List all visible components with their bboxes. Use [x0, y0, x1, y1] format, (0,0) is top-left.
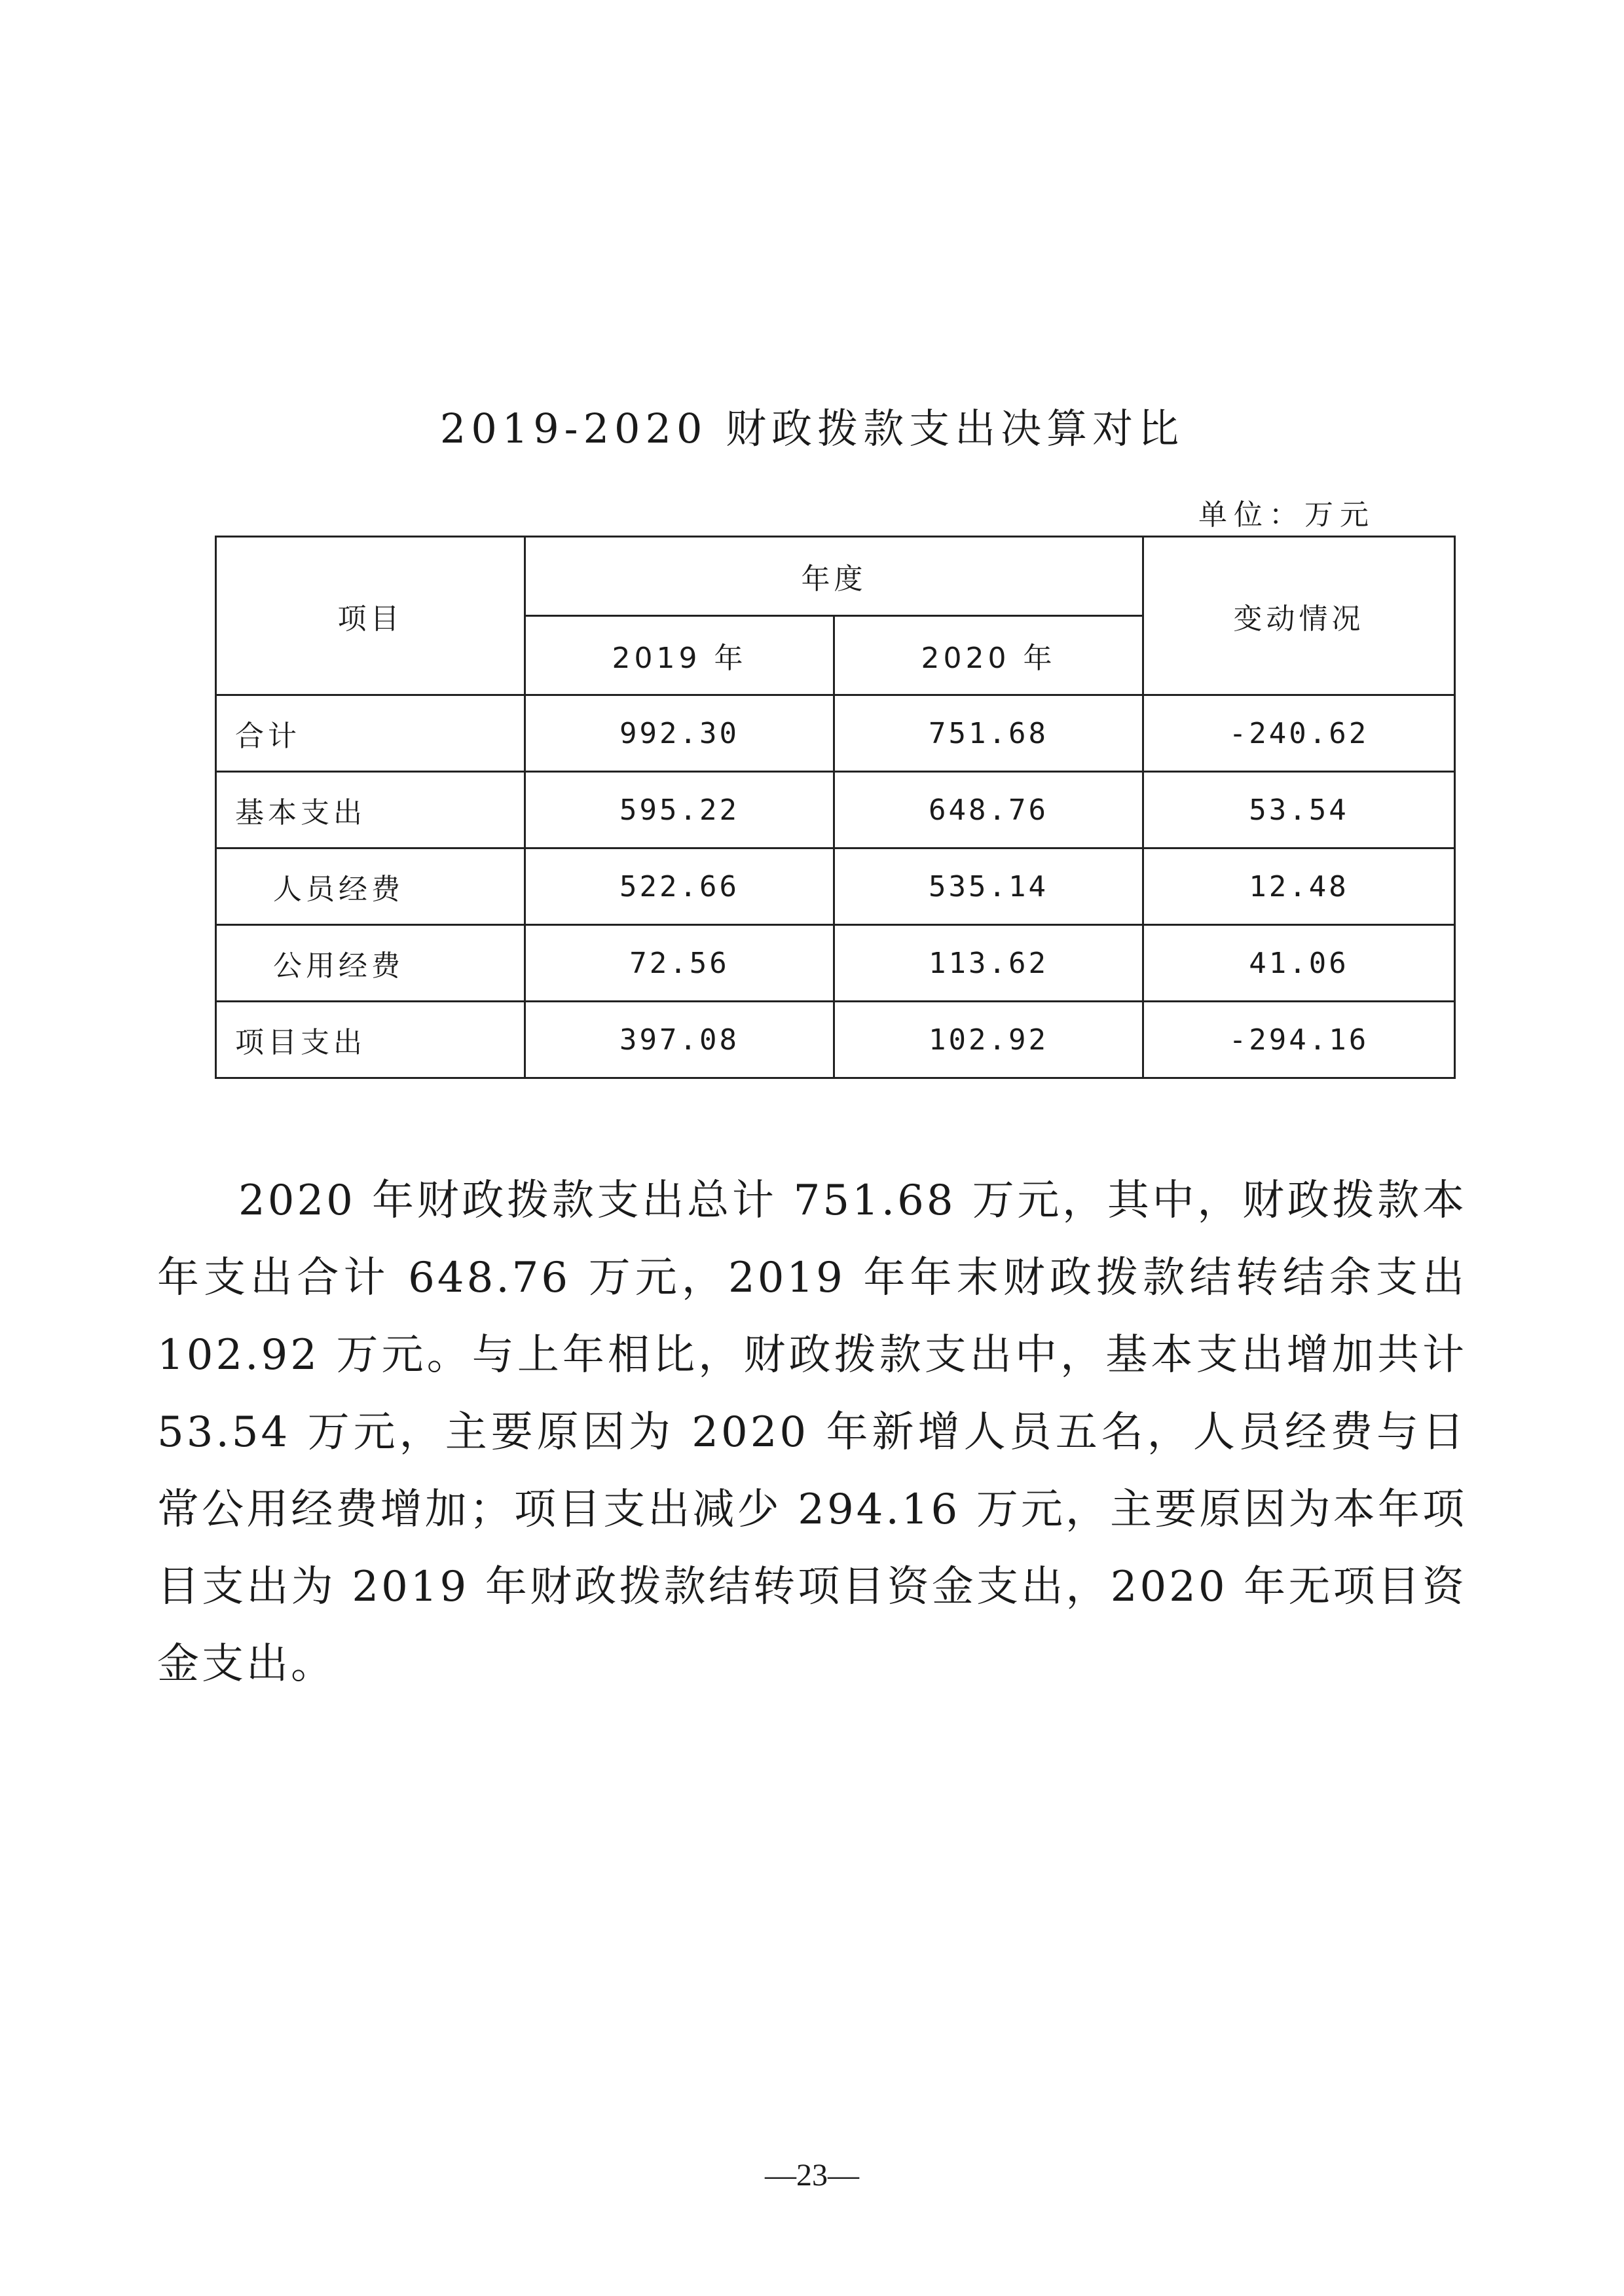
- header-change: 变动情况: [1143, 537, 1455, 695]
- table-row: [216, 695, 1455, 772]
- row-label-basic: 基本支出: [216, 772, 525, 848]
- cell-2019: 595.22: [525, 772, 834, 848]
- table-row: [216, 1002, 1455, 1078]
- cell-change: -240.62: [1143, 695, 1455, 772]
- row-label-project: 项目支出: [216, 1002, 525, 1078]
- cell-change: 53.54: [1143, 772, 1455, 848]
- row-label-total: 合计: [216, 695, 525, 772]
- table-row: [216, 925, 1455, 1002]
- cell-2020: 751.68: [834, 695, 1143, 772]
- header-2019: 2019 年: [525, 616, 834, 695]
- cell-change: 41.06: [1143, 925, 1455, 1002]
- cell-2019: 72.56: [525, 925, 834, 1002]
- cell-2019: 992.30: [525, 695, 834, 772]
- body-paragraph: 2020 年财政拨款支出总计 751.68 万元，其中，财政拨款本年支出合计 648.76 万元，2019 年年末财政拨款结转结余支出 102.92 万元。与上年相比，财政拨款支出中，基本支出增加共计 53.54 万元，主要原因为 2020 年新增人员五名，人员经费与日常公用经费增加；项目支出减少 294.16 万元，主要原因为本年项目支出为 2019 年财政拨款结转项目资金支出，2020 年无项目资金支出。: [157, 1176, 1467, 1688]
- row-label-public: 公用经费: [216, 925, 525, 1002]
- document-title: 2019-2020 财政拨款支出决算对比: [439, 405, 1185, 452]
- row-label-personnel: 人员经费: [216, 848, 525, 925]
- cell-2019: 522.66: [525, 848, 834, 925]
- cell-2019: 397.08: [525, 1002, 834, 1078]
- budget-comparison-table: [215, 536, 1456, 1079]
- header-item: 项目: [216, 537, 525, 695]
- cell-2020: 648.76: [834, 772, 1143, 848]
- cell-change: -294.16: [1143, 1002, 1455, 1078]
- page-number: —23—: [765, 2158, 859, 2193]
- cell-2020: 535.14: [834, 848, 1143, 925]
- table-header-row: [216, 537, 1455, 616]
- cell-2020: 113.62: [834, 925, 1143, 1002]
- unit-label: 单位：万元: [1198, 498, 1375, 532]
- cell-2020: 102.92: [834, 1002, 1143, 1078]
- header-2020: 2020 年: [834, 616, 1143, 695]
- table-row: [216, 772, 1455, 848]
- table-row: [216, 848, 1455, 925]
- header-year-group: 年度: [525, 537, 1143, 616]
- cell-change: 12.48: [1143, 848, 1455, 925]
